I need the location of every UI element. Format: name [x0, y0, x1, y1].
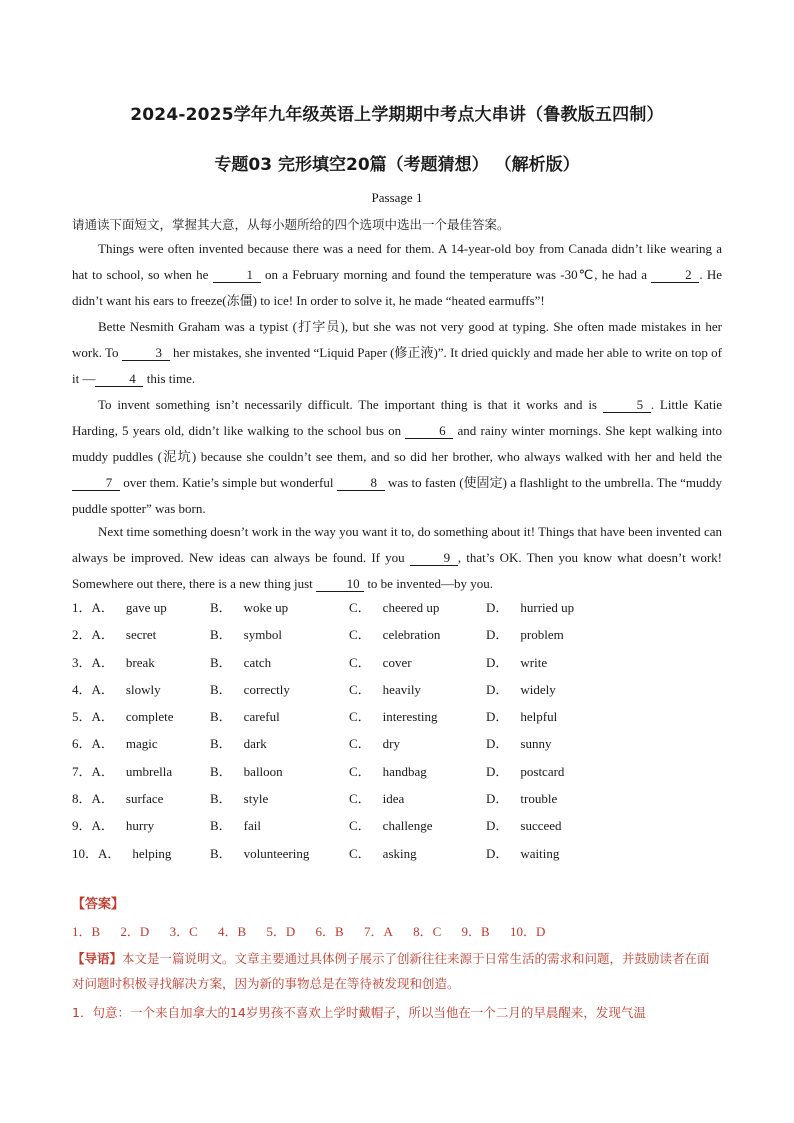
option-text: hurry — [125, 818, 155, 834]
option-letter: B． — [210, 845, 232, 861]
option-letter: D． — [486, 600, 509, 615]
answer-item: 7．A — [363, 924, 393, 939]
option-text: break — [125, 654, 155, 670]
option-letter: A． — [91, 709, 114, 725]
option-letter: D． — [486, 654, 509, 670]
option-b — [210, 706, 280, 725]
option-row-7 — [72, 761, 722, 788]
blank-10: 10 — [316, 577, 364, 592]
option-row-9 — [72, 815, 722, 842]
option-d — [486, 815, 562, 834]
option-c — [349, 815, 432, 834]
option-text: dry — [382, 736, 401, 752]
option-a — [72, 733, 158, 752]
question-number: 9． — [72, 818, 92, 834]
answer-item: 2．D — [120, 924, 150, 939]
blank-3: 3 — [122, 346, 170, 361]
option-letter: C． — [349, 600, 371, 615]
option-b — [210, 624, 282, 643]
option-letter: C． — [349, 791, 371, 807]
option-letter: C． — [349, 654, 371, 670]
option-b — [210, 843, 309, 862]
answer-item: 3．C — [169, 924, 198, 939]
option-letter: D． — [486, 818, 509, 834]
option-text: correctly — [243, 681, 290, 697]
answer-item: 4．B — [217, 924, 247, 939]
option-text: slowly — [125, 681, 161, 697]
paragraph-3-text-c: . Little Katie Harding, 5 years old, didn’t like walking to the school bus on — [72, 397, 723, 438]
option-text: symbol — [243, 627, 282, 643]
paragraph-1 — [72, 236, 722, 314]
option-letter: A． — [91, 818, 114, 834]
option-c — [349, 761, 427, 780]
question-number: 5． — [72, 709, 92, 725]
option-text: write — [520, 654, 548, 670]
option-letter: B． — [210, 763, 232, 779]
document-title: 2024-2025学年九年级英语上学期期中考点大串讲（鲁教版五四制） — [130, 105, 664, 125]
option-letter: D． — [486, 736, 509, 752]
option-a — [72, 624, 156, 643]
option-a — [72, 679, 161, 698]
option-b — [210, 597, 288, 616]
answer-item: 1．B — [72, 924, 101, 939]
option-letter: B． — [210, 600, 232, 615]
question-number: 7． — [72, 763, 92, 779]
option-a — [72, 815, 154, 834]
option-text: challenge — [382, 818, 433, 834]
paragraph-1-text-a: Things were often invented because there was a need for them. A 14-year-old boy from Canada didn’t like wearing a hat to school, so when he — [72, 241, 722, 282]
option-c — [349, 652, 412, 671]
option-row-2 — [72, 624, 722, 651]
answer-key — [72, 921, 722, 940]
option-text: problem — [520, 627, 564, 643]
option-d — [486, 761, 564, 780]
blank-7: 7 — [72, 476, 120, 491]
option-text: interesting — [382, 709, 438, 725]
paragraph-4-text-a: Next time something doesn’t work in the way you want it to, do something about it! Things that have been invented can always be improved. New ideas can always be found. If you — [72, 524, 722, 565]
paragraph-4 — [72, 519, 722, 597]
option-letter: A． — [91, 627, 114, 643]
question-number: 2． — [72, 627, 92, 643]
paragraph-4-text-d: to be invented—by you. — [364, 576, 493, 591]
question-number: 3． — [72, 654, 92, 670]
option-b — [210, 652, 271, 671]
paragraph-3-text-d: and rainy winter mornings. She kept walking into muddy puddles (泥坑) because she couldn’t see them, and so did her brother, who always walked with her and held the — [72, 423, 723, 464]
option-text: celebration — [382, 627, 441, 643]
paragraph-1-text-c: on a February morning and found the temperature was -30℃, he had a — [260, 267, 652, 282]
option-a — [72, 706, 174, 725]
option-row-1 — [72, 597, 722, 624]
option-text: balloon — [243, 763, 283, 779]
option-text: waiting — [520, 845, 560, 861]
option-letter: A． — [91, 681, 114, 697]
option-b — [210, 788, 268, 807]
option-c — [349, 597, 439, 616]
option-letter: C． — [349, 818, 371, 834]
option-letter: C． — [349, 736, 371, 752]
option-text: handbag — [382, 763, 427, 779]
option-letter: D． — [486, 709, 509, 725]
option-text: helpful — [520, 709, 558, 725]
option-text: dark — [243, 736, 267, 752]
answer-item: 8．C — [413, 924, 442, 939]
option-a — [72, 761, 172, 780]
paragraph-2 — [72, 314, 722, 392]
option-b — [210, 733, 267, 752]
option-letter: C． — [349, 763, 371, 779]
document-subtitle: 专题03 完形填空20篇（考题猜想） （解析版） — [214, 155, 580, 175]
option-d — [486, 788, 557, 807]
blank-8: 8 — [337, 476, 385, 491]
instruction-text: 请通读下面短文，掌握其大意，从每小题所给的四个选项中选出一个最佳答案。 — [72, 217, 510, 232]
option-letter: A． — [98, 845, 121, 861]
option-text: trouble — [520, 791, 558, 807]
option-row-4 — [72, 679, 722, 706]
option-b — [210, 761, 283, 780]
blank-6: 6 — [405, 424, 453, 439]
option-text: succeed — [520, 818, 562, 834]
option-text: catch — [243, 654, 272, 670]
option-d — [486, 597, 574, 616]
option-c — [349, 843, 417, 862]
guide-paragraph — [72, 946, 722, 996]
option-row-3 — [72, 652, 722, 679]
paragraph-1-text-d: . He didn’t want his ears to freeze(冻僵) to ice! In order to solve it, he made “heated earmuffs”! — [72, 267, 722, 308]
option-letter: A． — [91, 763, 114, 779]
option-text: cheered up — [382, 600, 440, 615]
option-b — [210, 679, 290, 698]
option-letter: A． — [91, 736, 114, 752]
answer-item: 6．B — [315, 924, 344, 939]
paragraph-3 — [72, 392, 722, 522]
option-c — [349, 706, 438, 725]
option-letter: B． — [210, 709, 232, 725]
option-text: complete — [125, 709, 174, 725]
option-text: magic — [125, 736, 158, 752]
option-d — [486, 733, 551, 752]
option-a — [72, 597, 167, 616]
option-text: heavily — [382, 681, 421, 697]
guide-label: 【导语】 — [72, 951, 123, 966]
question-number: 10． — [72, 845, 99, 861]
paragraph-3-text-e: over them. Katie’s simple but wonderful — [120, 475, 337, 490]
option-d — [486, 652, 547, 671]
option-a — [72, 652, 155, 671]
option-letter: D． — [486, 845, 509, 861]
option-d — [486, 624, 564, 643]
option-letter: B． — [210, 736, 232, 752]
option-a — [72, 788, 163, 807]
blank-9: 9 — [410, 551, 458, 566]
option-letter: D． — [486, 681, 509, 697]
paragraph-2-text-d: this time. — [143, 371, 196, 386]
option-text: asking — [382, 845, 417, 861]
blank-2: 2 — [651, 268, 699, 283]
option-letter: A． — [91, 600, 114, 615]
option-text: volunteering — [243, 845, 310, 861]
question-number: 6． — [72, 736, 92, 752]
option-letter: B． — [210, 627, 232, 643]
option-text: surface — [125, 791, 164, 807]
option-text: fail — [243, 818, 261, 834]
option-text: postcard — [520, 763, 565, 779]
option-letter: C． — [349, 709, 371, 725]
option-c — [349, 679, 421, 698]
blank-4: 4 — [95, 372, 143, 387]
option-text: widely — [520, 681, 556, 697]
option-d — [486, 843, 559, 862]
option-row-5 — [72, 706, 722, 733]
option-b — [210, 815, 261, 834]
option-letter: A． — [91, 654, 114, 670]
option-text: careful — [243, 709, 280, 725]
option-c — [349, 624, 440, 643]
option-c — [349, 733, 400, 752]
option-text: umbrella — [125, 763, 173, 779]
option-letter: C． — [349, 627, 371, 643]
option-letter: D． — [486, 791, 509, 807]
option-c — [349, 788, 404, 807]
option-text: hurried up — [520, 600, 575, 615]
paragraph-4-text-c: , that’s OK. Then you know what doesn’t work! Somewhere out there, there is a new thing just — [72, 550, 722, 591]
option-text: idea — [382, 791, 405, 807]
guide-text: 本文是一篇说明文。文章主要通过具体例子展示了创新往往来源于日常生活的需求和问题，并鼓励读者在面对问题时积极寻找解决方案，因为新的事物总是在等待被发现和创造。 — [72, 951, 710, 991]
answer-label: 【答案】 — [72, 897, 125, 912]
paragraph-3-text-f: was to fasten (使固定) a flashlight to the umbrella. The “muddy puddle spotter” was born. — [72, 475, 722, 516]
passage-label: Passage 1 — [371, 190, 423, 205]
option-letter: B． — [210, 818, 232, 834]
paragraph-2-text-a: Bette Nesmith Graham was a typist (打字员), but she was not very good at typing. She often made mistakes in her work. To — [72, 319, 722, 360]
explanation-1: 1．句意：一个来自加拿大的14岁男孩不喜欢上学时戴帽子，所以当他在一个二月的早晨醒来，发现气温 — [72, 1005, 646, 1020]
paragraph-2-text-c: her mistakes, she invented “Liquid Paper (修正液)”. It dried quickly and made her able to write on top of it — — [72, 345, 723, 386]
option-letter: B． — [210, 654, 232, 670]
blank-1: 1 — [213, 268, 261, 283]
option-text: style — [243, 791, 269, 807]
option-row-6 — [72, 733, 722, 760]
option-text: helping — [132, 845, 172, 861]
option-text: secret — [125, 627, 157, 643]
paragraph-3-text-a: To invent something isn’t necessarily difficult. The important thing is that it works and is — [98, 397, 603, 412]
option-a — [72, 843, 171, 862]
question-number: 4． — [72, 681, 92, 697]
option-text: gave up — [125, 600, 167, 615]
question-number: 1． — [72, 600, 92, 615]
option-letter: B． — [210, 681, 232, 697]
blank-5: 5 — [603, 398, 651, 413]
options-list — [72, 597, 722, 870]
option-letter: C． — [349, 681, 371, 697]
option-text: cover — [382, 654, 412, 670]
option-letter: B． — [210, 791, 232, 807]
option-letter: D． — [486, 627, 509, 643]
option-letter: C． — [349, 845, 371, 861]
option-letter: A． — [91, 791, 114, 807]
option-row-8 — [72, 788, 722, 815]
option-letter: D． — [486, 763, 509, 779]
answer-item: 10．D — [509, 924, 546, 939]
option-d — [486, 706, 557, 725]
answer-item: 9．B — [461, 924, 490, 939]
option-text: woke up — [243, 600, 289, 615]
question-number: 8． — [72, 791, 92, 807]
option-row-10 — [72, 843, 722, 870]
option-text: sunny — [520, 736, 552, 752]
answer-item: 5．D — [266, 924, 296, 939]
option-d — [486, 679, 556, 698]
